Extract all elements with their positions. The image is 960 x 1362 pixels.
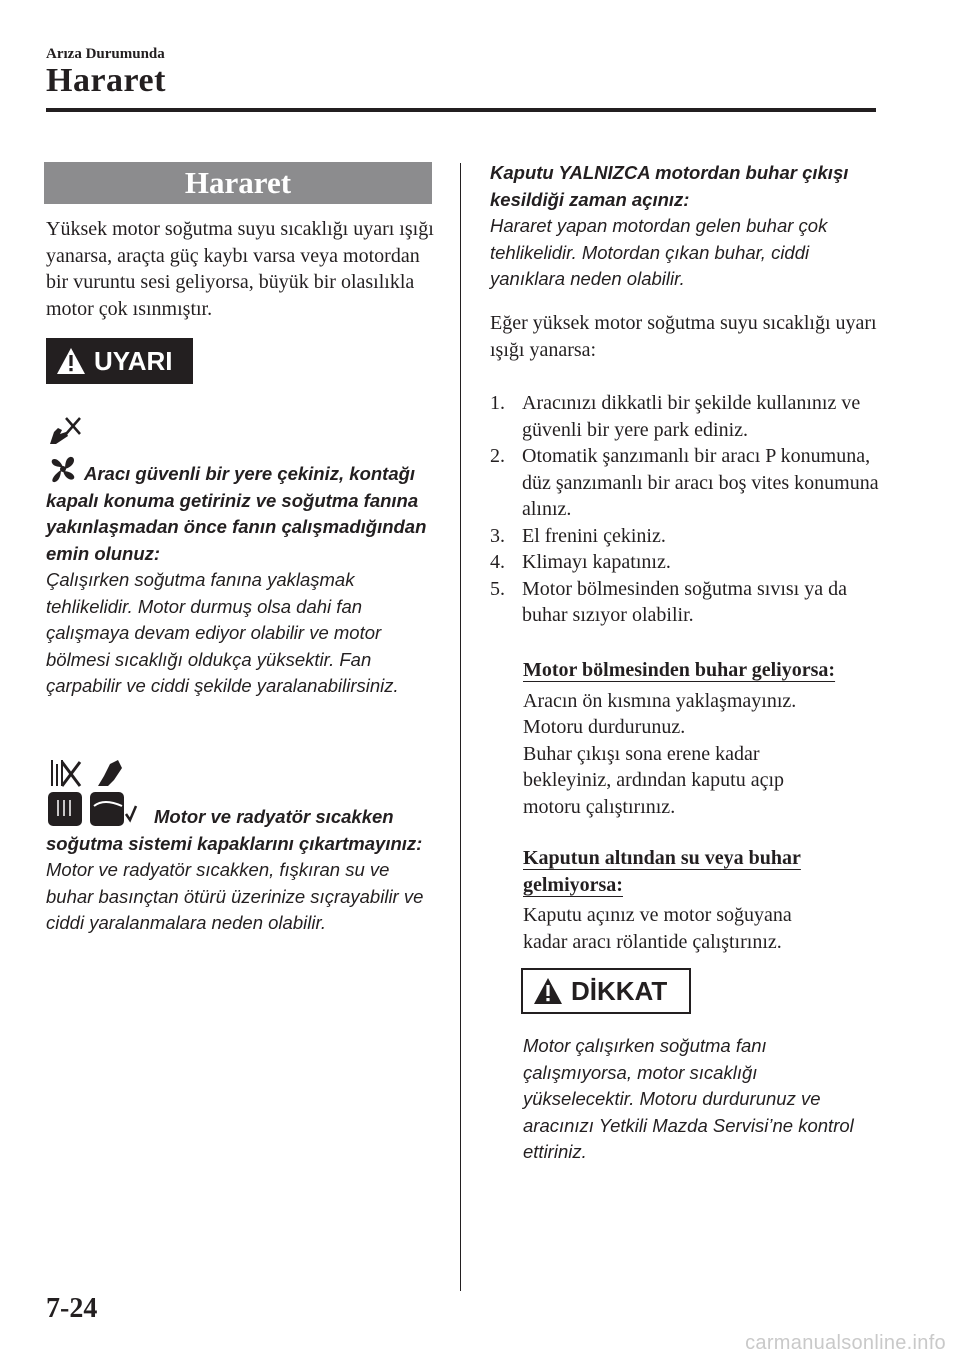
warning-fan-title: Aracı güvenli bir yere çekiniz, kontağı kapalı konuma getiriniz ve soğutma fanına yakınlaşmadan önce fanın çalışmadığından emin olunuz:	[46, 463, 427, 564]
list-item: 5. Motor bölmesinden soğutma sıvısı ya da buhar sızıyor olabilir.	[490, 577, 847, 626]
nosteam-heading: Kaputun altından su veya buhar gelmiyorsa:	[523, 847, 801, 896]
section-title: Hararet	[44, 162, 432, 204]
list-item: 2. Otomatik şanzımanlı bir aracı P konumuna, düz şanzımanlı bir aracı boş vites konumuna alınız.	[490, 445, 879, 520]
header-rule	[46, 108, 876, 112]
no-hand-fan-icon	[46, 414, 82, 448]
page-title: Hararet	[46, 62, 166, 99]
intro-paragraph: Yüksek motor soğutma suyu sıcaklığı uyarı ışığı yanarsa, araçta güç kaybı varsa veya motordan bir vuruntu sesi geliyorsa, büyük bir olasılıkla motor çok ısınmıştır.	[46, 218, 434, 320]
footer-site: carmanualsonline.info	[745, 1332, 946, 1354]
caution-body: Motor çalışırken soğutma fanı çalışmıyorsa, motor sıcaklığı yükselecektir. Motoru durdurunuz ve aracınızı Yetkili Mazda Servisi’ne kontrol ettiriniz.	[523, 1035, 854, 1162]
nosteam-body: Kaputu açınız ve motor soğuyana kadar aracı rölantide çalıştırınız.	[523, 904, 792, 953]
warning-steam	[490, 160, 880, 293]
column-divider	[460, 163, 461, 1291]
caution-triangle-icon	[533, 977, 563, 1005]
warning-radiator	[46, 804, 438, 937]
caution-label: DİKKAT	[571, 975, 668, 1006]
steam-section	[523, 657, 878, 820]
list-item: 3. El frenini çekiniz.	[490, 524, 666, 547]
procedure-lead: Eğer yüksek motor soğutma suyu sıcaklığı uyarı ışığı yanarsa:	[490, 312, 877, 361]
warning-fan-body: Çalışırken soğutma fanına yaklaşmak tehlikelidir. Motor durmuş olsa dahi fan çalışmaya devam ediyor olabilir ve motor bölmesi sıcaklığı oldukça yüksektir. Fan çarpabilir ve ciddi şekilde yaralanabilirsiniz.	[46, 569, 399, 696]
list-item: 1. Aracınızı dikkatli bir şekilde kullanınız ve güvenli bir yere park ediniz.	[490, 392, 861, 441]
procedure-steps	[490, 390, 882, 629]
steam-line: Motoru durdurunuz.	[523, 716, 686, 738]
nosteam-section	[523, 845, 863, 955]
warning-steam-body: Hararet yapan motordan gelen buhar çok tehlikelidir. Motordan çıkan buhar, ciddi yanıklara neden olabilir.	[490, 215, 828, 289]
steam-line: Buhar çıkışı sona erene kadar bekleyiniz, ardından kaputu açıp motoru çalıştırınız.	[523, 742, 785, 818]
warning-radiator-title: Motor ve radyatör sıcakken soğutma sistemi kapaklarını çıkartmayınız:	[46, 806, 423, 854]
page-number: 7-24	[46, 1293, 98, 1324]
warning-steam-title: Kaputu YALNIZCA motordan buhar çıkışı kesildiği zaman açınız:	[490, 162, 849, 210]
fan-icon	[46, 454, 80, 484]
steam-heading: Motor bölmesinden buhar geliyorsa:	[523, 659, 836, 681]
warning-triangle-icon	[56, 347, 86, 375]
warning-radiator-body: Motor ve radyatör sıcakken, fışkıran su ve buhar basınçtan ötürü üzerinize sıçrayabilir ve ciddi yaralanmalara neden olabilir.	[46, 859, 424, 933]
warning-badge	[46, 338, 193, 384]
steam-line: Aracın ön kısmına yaklaşmayınız.	[523, 689, 797, 712]
list-item: 4. Klimayı kapatınız.	[490, 551, 671, 573]
warning-fan	[46, 454, 438, 700]
warning-label: UYARI	[94, 345, 173, 376]
caution-badge	[521, 968, 691, 1014]
running-head: Arıza Durumunda	[46, 46, 165, 62]
